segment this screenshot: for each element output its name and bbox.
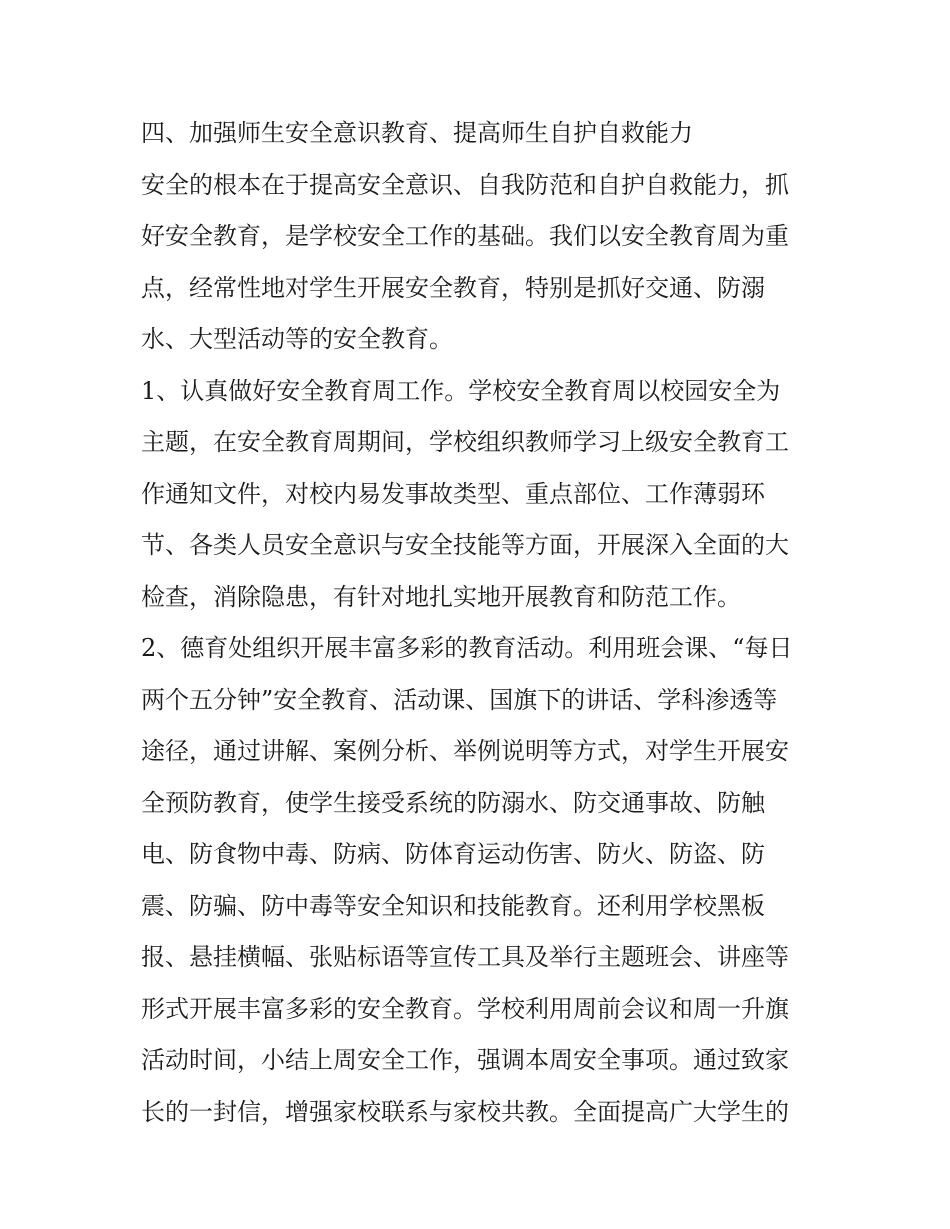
text-line: 作通知文件，对校内易发事故类型、重点部位、工作薄弱环 xyxy=(141,479,765,508)
text-line: 节、各类人员安全意识与安全技能等方面，开展深入全面的大 xyxy=(141,531,789,559)
text-line: 2、德育处组织开展丰富多彩的教育活动。利用班会课、“每日 xyxy=(141,634,793,662)
text-line: 震、防骗、防中毒等安全知识和技能教育。还利用学校黑板 xyxy=(141,891,765,920)
document-body xyxy=(141,108,821,1138)
text-line: 长的一封信，增强家校联系与家校共教。全面提高广大学生的 xyxy=(141,1097,789,1126)
text-line: 报、悬挂横幅、张贴标语等宣传工具及举行主题班会、讲座等 xyxy=(141,943,789,971)
text-line: 全预防教育，使学生接受系统的防溺水、防交通事故、防触 xyxy=(141,788,765,817)
text-line: 安全的根本在于提高安全意识、自我防范和自护自救能力，抓 xyxy=(141,170,789,199)
text-line: 检查，消除隐患，有针对地扎实地开展教育和防范工作。 xyxy=(141,582,741,611)
text-line: 好安全教育，是学校安全工作的基础。我们以安全教育周为重 xyxy=(141,222,789,250)
text-line: 主题，在安全教育周期间，学校组织教师学习上级安全教育工 xyxy=(141,428,789,456)
text-line: 水、大型活动等的安全教育。 xyxy=(141,325,453,353)
section-heading: 四、加强师生安全意识教育、提高师生自护自救能力 xyxy=(141,119,693,147)
text-line: 两个五分钟”安全教育、活动课、国旗下的讲话、学科渗透等 xyxy=(141,685,778,714)
text-line: 点，经常性地对学生开展安全教育，特别是抓好交通、防溺 xyxy=(141,273,765,302)
text-line: 途径，通过讲解、案例分析、举例说明等方式，对学生开展安 xyxy=(141,737,789,765)
text-line: 活动时间，小结上周安全工作，强调本周安全事项。通过致家 xyxy=(141,1046,789,1074)
text-line: 电、防食物中毒、防病、防体育运动伤害、防火、防盗、防 xyxy=(141,840,765,868)
text-line: 形式开展丰富多彩的安全教育。学校利用周前会议和周一升旗 xyxy=(141,994,789,1023)
text-line: 1、认真做好安全教育周工作。学校安全教育周以校园安全为 xyxy=(141,376,781,405)
